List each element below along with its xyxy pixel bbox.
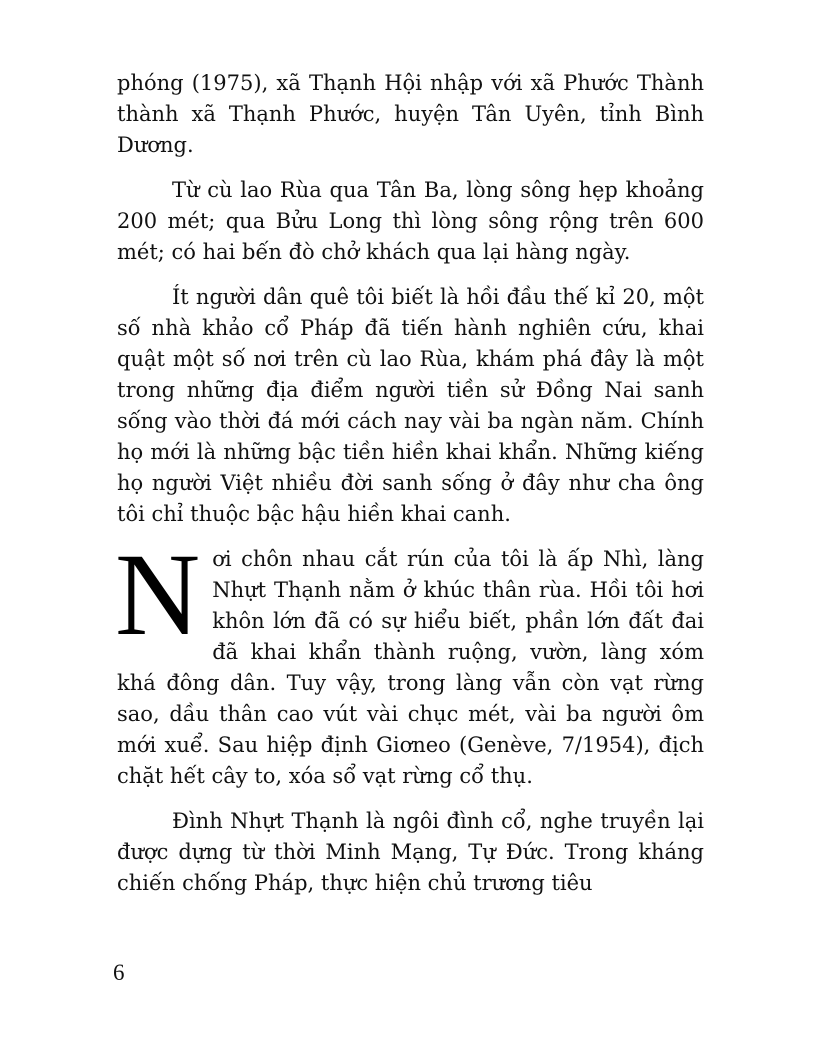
paragraph-birthplace-text: ơi chôn nhau cắt rún của tôi là ấp Nhì, làng Nhựt Thạnh nằm ở khúc thân rùa. Hồi tôi hơi khôn lớn đã có sự hiểu biết, phần lớn đất đai đã khai khẩn thành ruộng, vườn, làng xóm khá đông dân. Tuy vậy, trong làng vẫn còn vạt rừng sao, dầu thân cao vút vài chục mét, vài ba người ôm mới xuể. Sau hiệp định Giơneo (Genève, 7/1954), địch chặt hết cây to, xóa sổ vạt rừng cổ thụ. bbox=[117, 547, 704, 788]
paragraph-river-width: Từ cù lao Rùa qua Tân Ba, lòng sông hẹp khoảng 200 mét; qua Bửu Long thì lòng sông rộng trên 600 mét; có hai bến đò chở khách qua lại hàng ngày. bbox=[117, 178, 704, 264]
page-body bbox=[117, 68, 704, 899]
paragraph-birthplace bbox=[115, 529, 704, 792]
drop-cap-initial: N bbox=[115, 529, 201, 660]
paragraph-archaeology: Ít người dân quê tôi biết là hồi đầu thế kỉ 20, một số nhà khảo cổ Pháp đã tiến hành nghiên cứu, khai quật một số nơi trên cù lao Rùa, khám phá đây là một trong những địa điểm người tiền sử Đồng Nai sanh sống vào thời đá mới cách nay vài ba ngàn năm. Chính họ mới là những bậc tiền hiền khai khẩn. Những kiếng họ người Việt nhiều đời sanh sống ở đây như cha ông tôi chỉ thuộc bậc hậu hiền khai canh. bbox=[117, 285, 704, 526]
paragraph-continuation: phóng (1975), xã Thạnh Hội nhập với xã Phước Thành thành xã Thạnh Phước, huyện Tân Uyên, tỉnh Bình Dương. bbox=[117, 71, 704, 157]
paragraph-communal-house: Đình Nhựt Thạnh là ngôi đình cổ, nghe truyền lại được dựng từ thời Minh Mạng, Tự Đức. Trong kháng chiến chống Pháp, thực hiện chủ trương tiêu bbox=[117, 809, 704, 895]
page-number: 6 bbox=[113, 960, 125, 985]
